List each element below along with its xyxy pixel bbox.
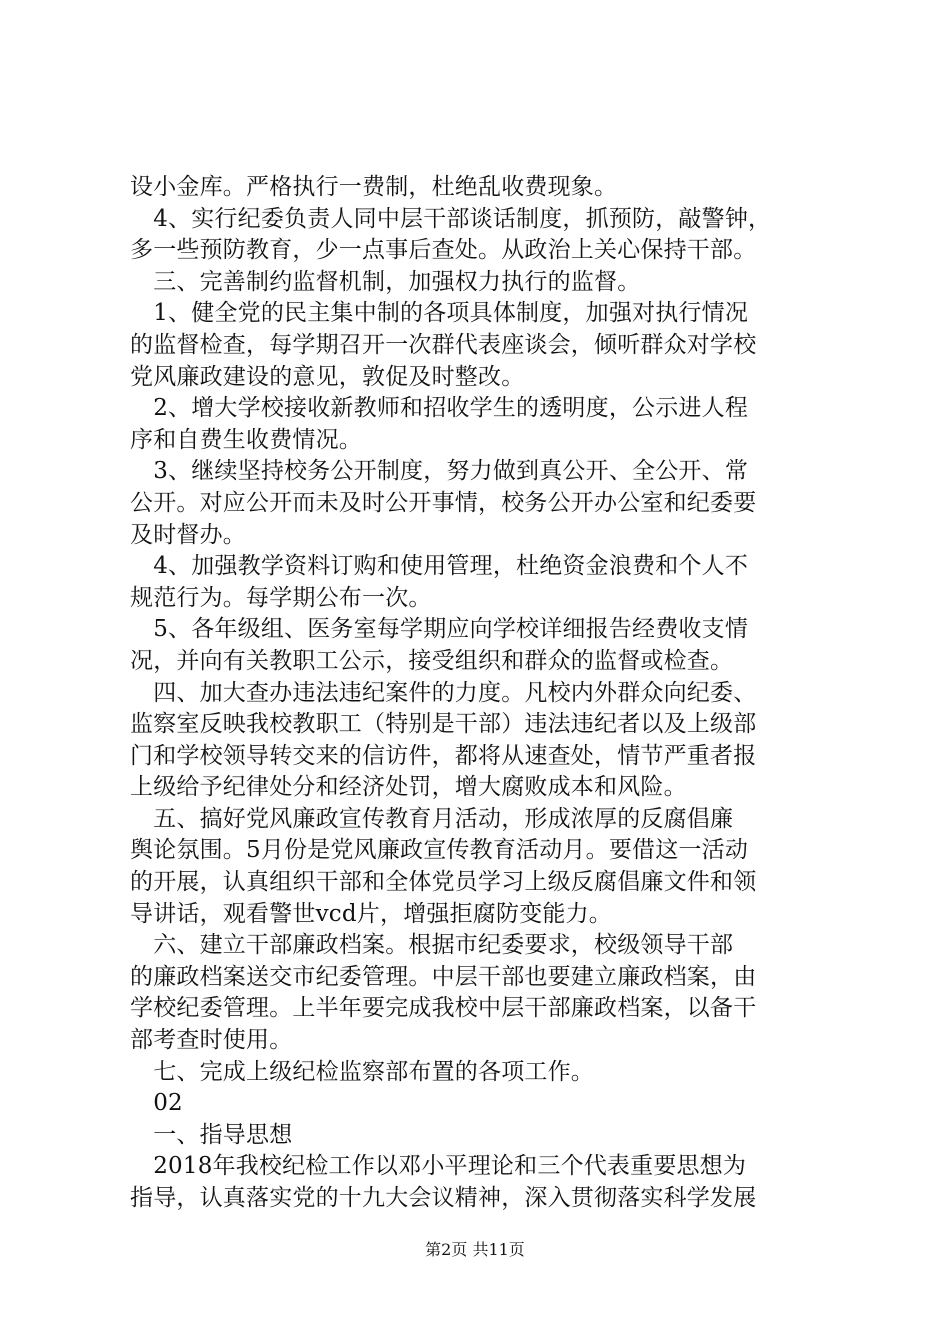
text-line: 况，并向有关教职工公示，接受组织和群众的监督或检查。 (130, 647, 734, 674)
page-number-footer: 第2页 共11页 (425, 1240, 525, 1259)
text-line: 02 (130, 1090, 183, 1117)
text-line: 1、健全党的民主集中制的各项具体制度，加强对执行情况 (130, 300, 749, 327)
text-line: 学校纪委管理。上半年要完成我校中层干部廉政档案，以备干 (130, 995, 757, 1022)
text-line: 3、继续坚持校务公开制度，努力做到真公开、全公开、常 (130, 458, 749, 485)
text-line: 设小金库。严格执行一费制，杜绝乱收费现象。 (130, 174, 618, 200)
text-line: 六、建立干部廉政档案。根据市纪委要求，校级领导干部 (130, 932, 734, 959)
text-line: 七、完成上级纪检监察部布置的各项工作。 (130, 1058, 594, 1085)
text-line: 规范行为。每学期公布一次。 (130, 584, 432, 611)
text-line: 舆论氛围。5月份是党风廉政宣传教育活动月。要借这一活动 (130, 837, 749, 864)
text-line: 四、加大查办违法违纪案件的力度。凡校内外群众向纪委、 (130, 679, 757, 706)
text-line: 三、完善制约监督机制，加强权力执行的监督。 (130, 268, 641, 295)
text-line: 2018年我校纪检工作以邓小平理论和三个代表重要思想为 (130, 1153, 747, 1180)
text-line: 序和自费生收费情况。 (130, 426, 362, 453)
text-line: 部考查时使用。 (130, 1027, 293, 1054)
text-line: 的廉政档案送交市纪委管理。中层干部也要建立廉政档案，由 (130, 963, 757, 990)
text-line: 的开展，认真组织干部和全体党员学习上级反腐倡廉文件和领 (130, 869, 757, 896)
document-body (130, 172, 830, 1215)
text-line: 2、增大学校接收新教师和招收学生的透明度，公示进人程 (130, 395, 749, 422)
text-line: 及时督办。 (130, 521, 246, 548)
text-line: 多一些预防教育，少一点事后查处。从政治上关心保持干部。 (130, 237, 757, 264)
text-line: 导讲话，观看警世vcd片，增强拒腐防变能力。 (130, 900, 612, 927)
text-line: 4、加强教学资料订购和使用管理，杜绝资金浪费和个人不 (130, 553, 749, 580)
text-line: 5、各年级组、医务室每学期应向学校详细报告经费收支情 (130, 616, 749, 643)
text-line: 公开。对应公开而未及时公开事情，校务公开办公室和纪委要 (130, 489, 757, 516)
text-line: 上级给予纪律处分和经济处罚，增大腐败成本和风险。 (130, 774, 687, 801)
text-line: 一、指导思想 (130, 1121, 293, 1148)
text-line: 的监督检查，每学期召开一次群代表座谈会，倾听群众对学校 (130, 331, 757, 358)
text-line: 4、实行纪委负责人同中层干部谈话制度，抓预防，敲警钟， (130, 205, 772, 232)
text-line: 指导，认真落实党的十九大会议精神，深入贯彻落实科学发展 (130, 1185, 757, 1211)
text-line: 五、搞好党风廉政宣传教育月活动，形成浓厚的反腐倡廉 (130, 805, 734, 832)
text-line: 党风廉政建设的意见，敦促及时整改。 (130, 363, 525, 390)
text-line: 监察室反映我校教职工（特别是干部）违法违纪者以及上级部 (130, 711, 757, 738)
text-line: 门和学校领导转交来的信访件，都将从速查处，情节严重者报 (130, 742, 757, 769)
